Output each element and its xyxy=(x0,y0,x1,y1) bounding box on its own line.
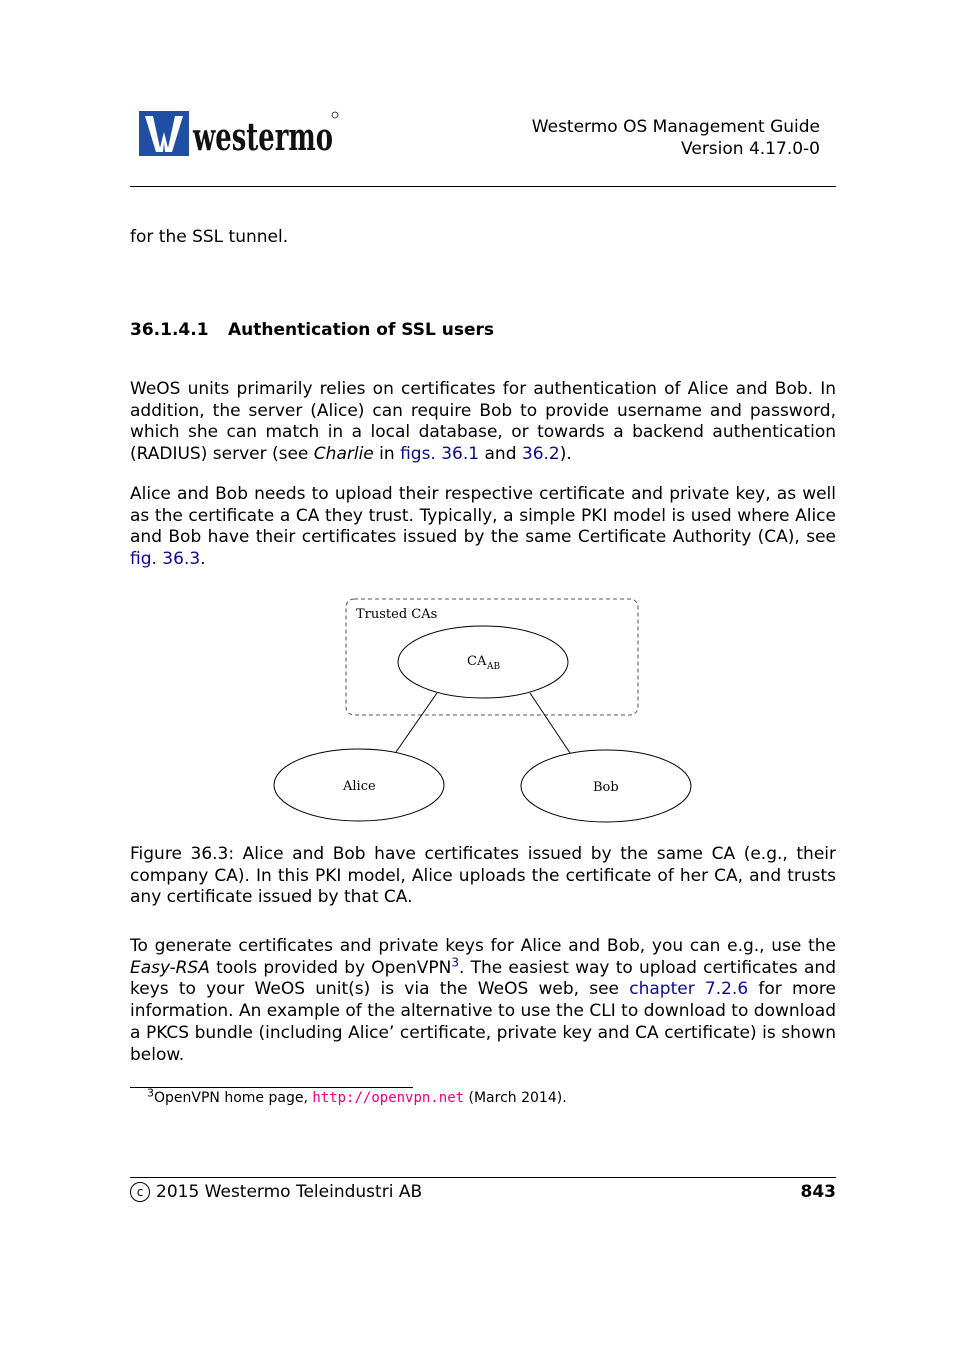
p3-text: To generate certificates and private keys for Alice and Bob, you can e.g., use the xyxy=(130,936,836,956)
footer-rule xyxy=(130,1177,836,1178)
intro-line: for the SSL tunnel. xyxy=(130,227,289,247)
p3-text: for more information. An example of the alternative to use the CLI to download to download a PKCS bundle (including Alice’ certificate, private key and CA certificate) is shown below. xyxy=(130,979,836,1065)
ca-label: CA xyxy=(467,654,487,669)
edge-ca-bob xyxy=(530,693,570,753)
p2-text: Alice and Bob needs to upload their respective certificate and private key, as well as the certificate a CA they trust. Typically, a simple PKI model is used where Alice and Bob have their certificates issued by the same Certificate Authority (CA), see xyxy=(130,484,836,548)
footnote-rule xyxy=(130,1087,413,1088)
chapter-link[interactable]: chapter 7.2.6 xyxy=(629,979,749,1000)
edge-ca-alice xyxy=(396,693,437,752)
copyright xyxy=(130,1182,422,1202)
footnote-text: (March 2014). xyxy=(464,1090,567,1106)
easy-rsa-emph: Easy-RSA xyxy=(130,957,210,978)
alice-label: Alice xyxy=(343,779,376,794)
fig-36-3-link[interactable]: fig. 36.3 xyxy=(130,549,201,570)
header-info xyxy=(532,116,820,160)
p1-text: WeOS units primarily relies on certificates for authentication of Alice and Bob. In addition, the server (Alice) can require Bob to provide username and password, which she can match in a local database, or towards a backend authentication (RADIUS) server (see xyxy=(130,379,836,465)
copyright-icon: c xyxy=(130,1182,150,1202)
p1-text: ). xyxy=(559,444,572,465)
footnote xyxy=(147,1086,567,1106)
footnote-text: OpenVPN home page, xyxy=(154,1090,313,1106)
paragraph-3 xyxy=(130,936,836,1066)
ca-subscript: AB xyxy=(487,662,501,672)
guide-title: Westermo OS Management Guide xyxy=(531,117,820,137)
trusted-cas-label: Trusted CAs xyxy=(356,607,438,622)
p3-text: tools provided by OpenVPN xyxy=(209,957,452,978)
footnote-number: 3 xyxy=(147,1086,154,1100)
pki-figure xyxy=(270,596,695,826)
fig-36-1-link[interactable]: figs. 36.1 xyxy=(400,444,480,465)
section-heading xyxy=(130,320,494,340)
p2-text: . xyxy=(200,549,206,570)
section-title: Authentication of SSL users xyxy=(228,320,494,340)
header-rule xyxy=(130,186,836,187)
paragraph-1 xyxy=(130,379,836,466)
paragraph-2 xyxy=(130,484,836,571)
p3-text: . The easiest way to upload certificates and keys to your WeOS unit(s) is via the WeOS web, see xyxy=(130,957,836,1000)
copyright-text: 2015 Westermo Teleindustri AB xyxy=(156,1182,423,1202)
guide-version: Version 4.17.0-0 xyxy=(681,139,820,159)
p1-text: in xyxy=(373,444,401,465)
page-number: 843 xyxy=(800,1182,836,1202)
logo-wordmark: westermo xyxy=(192,114,333,159)
p1-text: and xyxy=(479,444,522,465)
openvpn-url-link[interactable]: http://openvpn.net xyxy=(312,1090,465,1106)
fig-36-2-link[interactable]: 36.2 xyxy=(521,444,560,465)
footnote-ref[interactable]: 3 xyxy=(451,955,459,970)
westermo-logo xyxy=(139,110,339,158)
bob-label: Bob xyxy=(593,780,619,795)
section-number: 36.1.4.1 xyxy=(130,320,209,340)
figure-caption: Figure 36.3: Alice and Bob have certificates issued by the same CA (e.g., their company CA). In this PKI model, Alice uploads the certificate of her CA, and trusts any certificate issued by that CA. xyxy=(130,844,836,908)
charlie-emph: Charlie xyxy=(313,444,374,465)
